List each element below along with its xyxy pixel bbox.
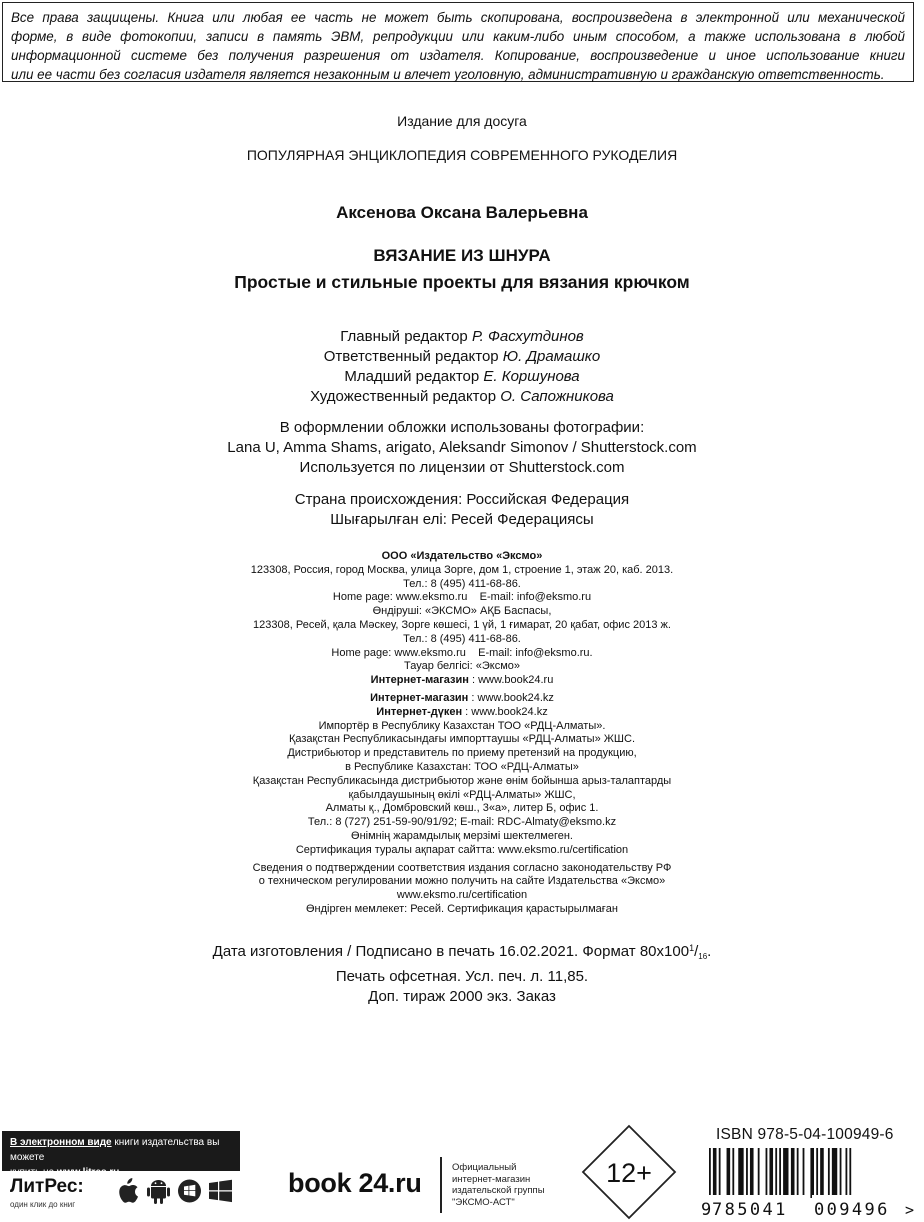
importer-line: Өнімнің жарамдылық мерзімі шектелмеген. [351,829,573,842]
book-title-block [0,243,924,295]
publisher-info [0,550,924,917]
importer-line: Қазақстан Республикасында дистрибьютор және өнім бойынша арыз-талаптарды [252,774,672,787]
android-icon [147,1178,170,1204]
importer-line: Тел.: 8 (727) 251-59-90/91/92; E-mail: RDC-Almaty@eksmo.kz [307,816,617,829]
publisher-line: Home page: www.eksmo.ru E-mail: info@eksmo.ru [332,591,592,604]
print-info [0,938,924,1007]
book24-info: Официальный интернет-магазин издательской группы "ЭКСМО-АСТ" [452,1162,545,1208]
certification-line: о техническом регулировании можно получить на сайте Издательства «Эксмо» [258,875,666,888]
certification-line: Өндірген мемлекет: Ресей. Сертификация қарастырылмаған [306,902,618,915]
certification-line: www.eksmo.ru/certification [396,889,528,902]
importer-line: Импортёр в Республику Казахстан ТОО «РДЦ-Алматы». [318,719,606,732]
copyright-line: Все права защищены. Книга или любая ее часть не может быть скопирована, воспроизведена в электронной или механической [11,10,905,25]
publisher-line: 123308, Ресей, қала Мәскеу, Зорге көшесі, 1 үй, 1 ғимарат, 20 қабат, офис 2013 ж. [253,618,671,631]
origin-line: Шығарылған елі: Ресей Федерациясы [330,511,594,528]
litres-logo: ЛитРес: [10,1176,84,1197]
importer-line: Қазақстан Республикасындағы импорттаушы «РДЦ-Алматы» ЖШС. [288,733,636,746]
series-name: ПОПУЛЯРНАЯ ЭНЦИКЛОПЕДИЯ СОВРЕМЕННОГО РУКОДЕЛИЯ [246,147,678,163]
publisher-name: ООО «Издательство «Эксмо» [381,550,543,562]
origin-line: Страна происхождения: Российская Федерация [294,491,630,508]
importer-line: қабылдаушының өкілі «РДЦ-Алматы» ЖШС, [348,788,576,801]
editor-line: Ответственный редактор Ю. Драмашко [323,348,601,365]
barcode-digit-end: > [905,1201,915,1218]
online-shop-kz: Интернет-магазин : www.book24.kz [370,691,554,704]
photo-credit-line: В оформлении обложки использованы фотографии: [279,419,645,436]
certification-line: Сведения о подтверждении соответствия издания согласно законодательству РФ [252,861,672,874]
editor-line: Главный редактор Р. Фасхутдинов [340,328,584,345]
isbn: ISBN 978-5-04-100949-6 [716,1126,894,1143]
age-rating-badge [581,1124,677,1220]
divider [440,1157,442,1213]
barcode-digit-first: 9 [701,1200,712,1218]
editor-line: Младший редактор Е. Коршунова [344,368,580,385]
importer-line: Дистрибьютор и представитель по приему претензий на продукцию, [287,747,637,760]
editors-list [0,327,924,407]
age-rating-label: 12+ [606,1158,652,1188]
publisher-line: Өндіруші: «ЭКСМО» АҚБ Баспасы, [372,605,552,618]
publisher-line: Home page: www.eksmo.ru E-mail: info@eksmo.ru. [331,646,593,659]
windows-phone-icon [178,1178,201,1204]
photo-credit-line: Используется по лицензии от Shutterstock.com [299,459,625,476]
edition-type: Издание для досуга [397,113,527,129]
publisher-line: Тел.: 8 (495) 411-68-86. [403,632,521,645]
copyright-line: информационной системе без получения разрешения от издателя. Копирование, воспроизведение и иное использование книги [11,48,905,63]
copyright-notice [2,2,914,82]
print-type: Печать офсетная. Усл. печ. л. 11,85. [335,968,589,985]
book-title: ВЯЗАНИЕ ИЗ ШНУРА [373,246,551,265]
origin-country [0,490,924,530]
barcode-digits-left: 785041 [712,1200,788,1218]
barcode [698,1146,916,1218]
photo-credit-line: Lana U, Amma Shams, arigato, Aleksandr Simonov / Shutterstock.com [227,439,697,456]
apple-icon [116,1178,139,1204]
online-shop-ru: Интернет-магазин : www.book24.ru [370,674,554,687]
author-name: Аксенова Оксана Валерьевна [336,203,588,222]
publisher-line: Тел.: 8 (495) 411-68-86. [403,577,521,590]
copyright-line: форме, в виде фотокопии, записи в память ЭВМ, репродукции или каким-либо иным способом, а также использована в любой [11,29,905,44]
photo-credits [0,418,924,478]
publisher-line: 123308, Россия, город Москва, улица Зорге, дом 1, строение 1, этаж 20, каб. 2013. [250,563,674,576]
print-date-format: Дата изготовления / Подписано в печать 16.02.2021. Формат $80x100^1/_{16}$. [212,943,712,961]
publisher-line: Тауар белгісі: «Эксмо» [403,660,520,673]
importer-line: Сертификация туралы ақпарат сайтта: www.eksmo.ru/certification [295,843,629,856]
store-icons [116,1178,232,1204]
litres-slogan: один клик до книг [10,1200,76,1209]
importer-line: Алматы қ., Домбровский көш., 3«а», литер Б, офис 1. [325,802,599,815]
importer-line: в Республике Казахстан: ТОО «РДЦ-Алматы» [345,760,579,773]
print-run: Доп. тираж 2000 экз. Заказ [368,988,556,1005]
litres-promo: В электронном виде книги издательства вы можете купить на www.litres.ru [2,1131,240,1171]
book-subtitle: Простые и стильные проекты для вязания крючком [234,272,690,292]
editor-line: Художественный редактор О. Сапожникова [310,388,614,405]
online-shop-kz-kazakh: Интернет-дүкен : www.book24.kz [376,705,548,718]
windows-icon [209,1178,232,1204]
copyright-line: или ее части без согласия издателя является незаконным и влечет уголовную, административную и гражданскую ответственность. [11,67,885,82]
book24-logo: book 24.ru [288,1168,422,1198]
barcode-digits-right: 009496 [814,1200,890,1218]
